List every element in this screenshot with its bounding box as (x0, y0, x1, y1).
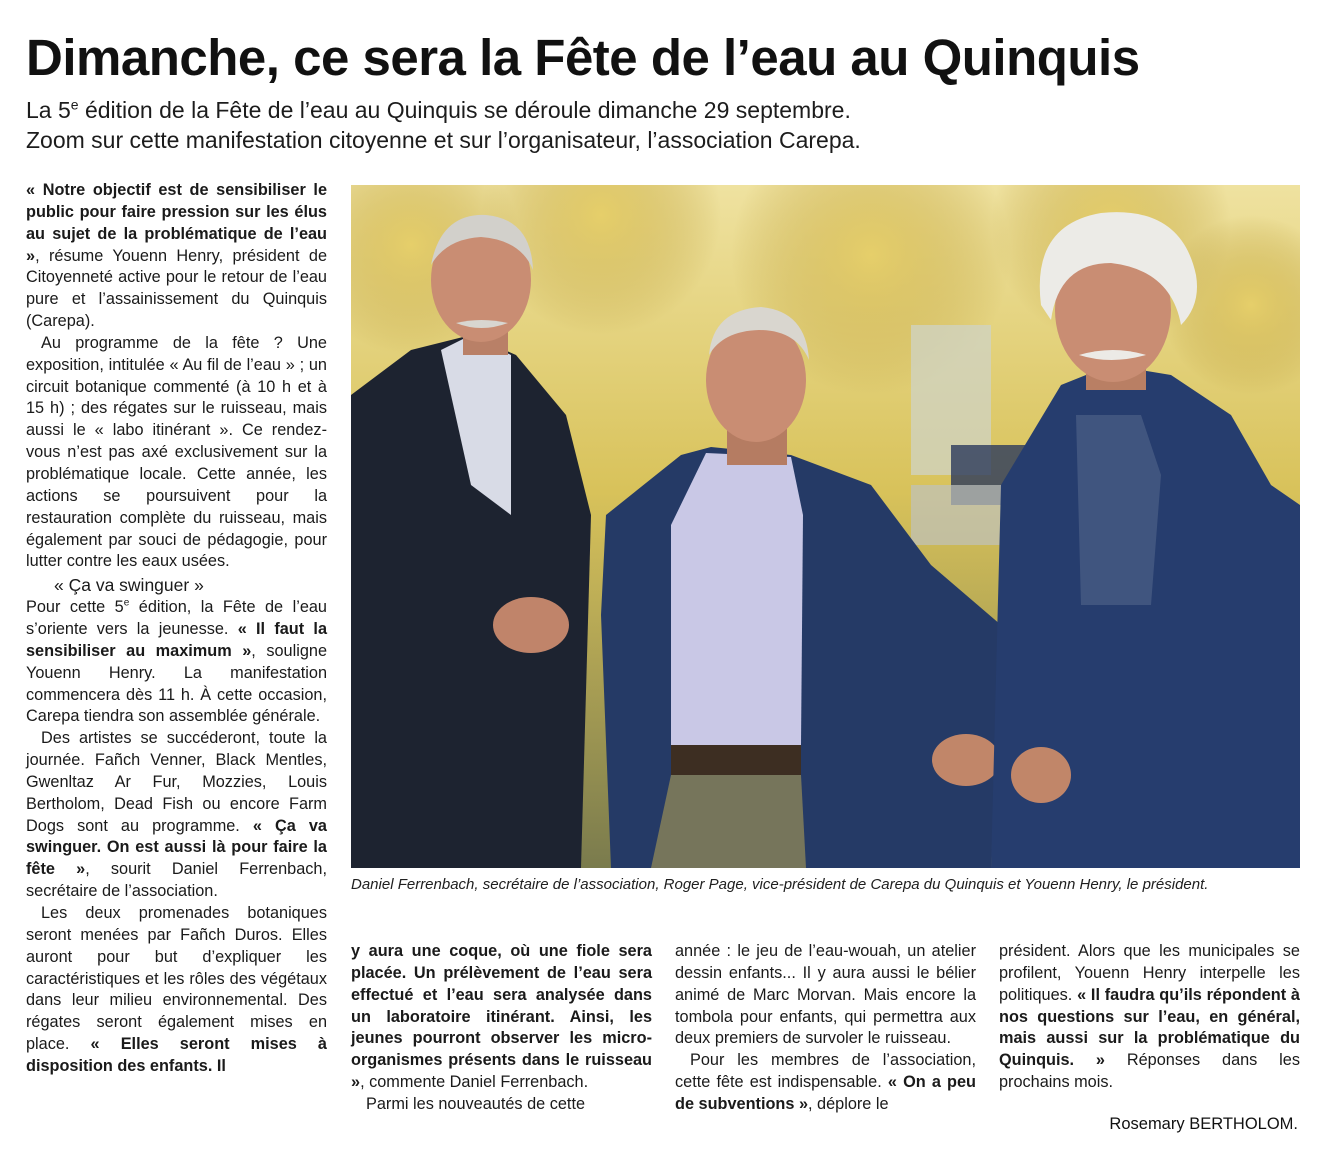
paragraph: « Notre objectif est de sensibiliser le public pour faire pression sur les élus au sujet de la problématique de l’eau », résume Youenn Henry, président de Citoyenneté active pour le retour de l’eau pure et l’assainissement du Quinquis (Carepa). (26, 181, 327, 331)
article-headline: Dimanche, ce sera la Fête de l’eau au Quinquis (26, 29, 1140, 86)
article-column-4 (999, 941, 1300, 1094)
paragraph: y aura une coque, où une fiole sera placée. Un prélèvement de l’eau sera effectué et l’eau sera analysée dans un laboratoire itinérant. Ainsi, les jeunes pourront observer les micro-organismes présents dans le ruisseau », commente Daniel Ferrenbach. (351, 942, 652, 1092)
article-column-3 (675, 941, 976, 1116)
deck-line-2: Zoom sur cette manifestation citoyenne et sur l’organisateur, l’association Carepa. (26, 127, 861, 153)
article-photo (351, 185, 1300, 868)
paragraph: président. Alors que les municipales se profilent, Youenn Henry interpelle les politiques. « Il faudra qu’ils répondent à nos questions sur l’eau, en général, mais aussi sur la problématique du Quinquis. » Réponses dans les prochains mois. (999, 942, 1300, 1092)
article-column-1 (26, 180, 327, 1078)
paragraph: Les deux promenades botaniques seront menées par Fañch Duros. Elles auront pour but d’expliquer les caractéristiques et les rôles des végétaux dans leur milieu environnemental. Des régates seront également mises en place. « Elles seront mises à disposition des enfants. Il (26, 904, 327, 1075)
paragraph: Parmi les nouveautés de cette (366, 1094, 586, 1113)
paragraph: année : le jeu de l’eau-wouah, un atelier dessin enfants... Il y aura aussi le bélier animé de Marc Morvan. Mais encore la tombola pour enfants, qui permettra aux deux premiers de survoler le ruisseau. (675, 942, 976, 1048)
article-deck (26, 95, 1306, 155)
paragraph: Pour cette 5e édition, la Fête de l’eau s’oriente vers la jeunesse. « Il faut la sensibiliser au maximum », souligne Youenn Henry. La manifestation commencera dès 11 h. À cette occasion, Carepa tiendra son assemblée générale. (26, 597, 327, 726)
author-byline: Rosemary BERTHOLOM. (1109, 1115, 1298, 1133)
deck-line-1: La 5e édition de la Fête de l’eau au Quinquis se déroule dimanche 29 septembre. (26, 96, 851, 123)
paragraph: Pour les membres de l’association, cette fête est indispensable. « On a peu de subventions », déplore le (675, 1051, 976, 1113)
article-column-2 (351, 941, 652, 1116)
photo-caption: Daniel Ferrenbach, secrétaire de l’association, Roger Page, vice-président de Carepa du Quinquis et Youenn Henry, le président. (351, 876, 1209, 893)
paragraph: Au programme de la fête ? Une exposition, intitulée « Au fil de l’eau » ; un circuit botanique commenté (à 10 h et à 15 h) ; des régates sur le ruisseau, mais aussi le « labo itinérant ». Ce rendez-vous n’est pas axé exclusivement sur la problématique locale. Cette année, les actions se poursuivent pour la restauration complète du ruisseau, mais également par souci de pédagogie, pour lutter contre les eaux usées. (26, 333, 327, 571)
photo-three-men (351, 185, 1300, 868)
paragraph: Des artistes se succéderont, toute la journée. Fañch Venner, Black Mentles, Gwenltaz Ar Fur, Mozzies, Louis Bertholom, Dead Fish ou encore Farm Dogs sont au programme. « Ça va swinguer. On est aussi là pour faire la fête », sourit Daniel Ferrenbach, secrétaire de l’association. (26, 729, 327, 901)
section-subhead: « Ça va swinguer » (54, 575, 204, 596)
